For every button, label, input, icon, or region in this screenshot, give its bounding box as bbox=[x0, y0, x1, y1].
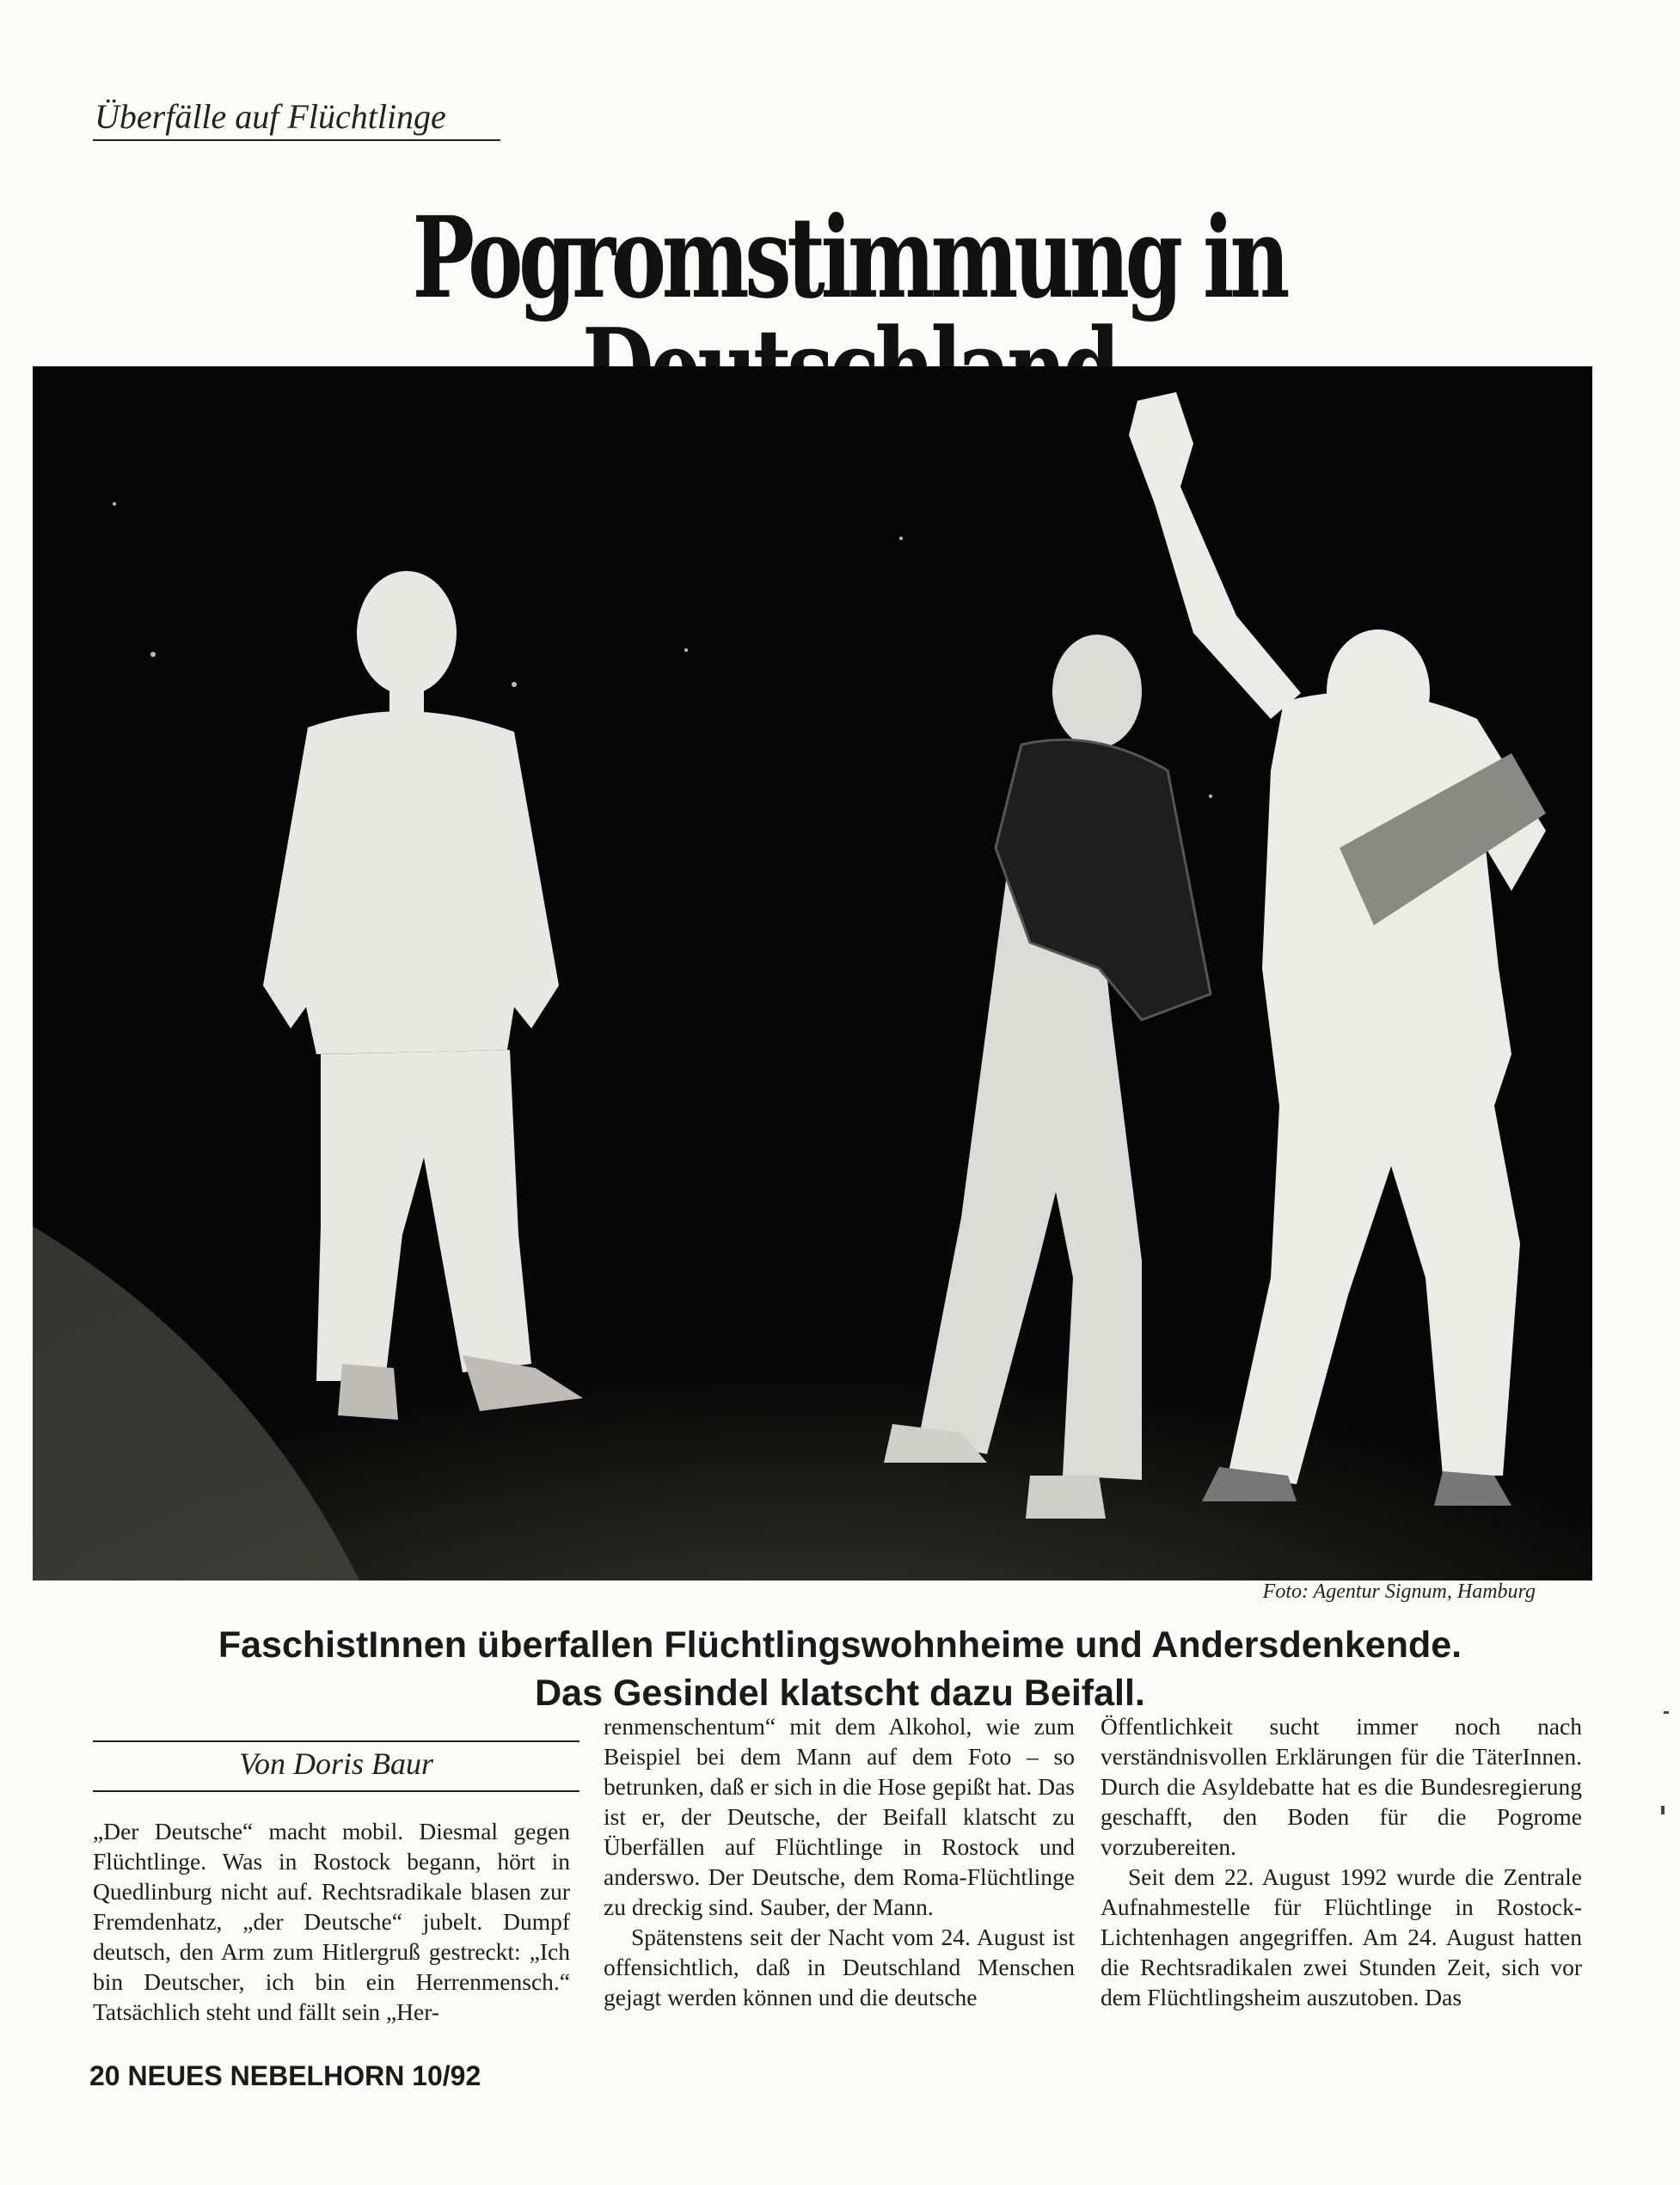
article-paragraph: Seit dem 22. August 1992 wurde die Zentrale Aufnahmestelle für Flüchtlinge in Rostock-Lichtenhagen angegriffen. Am 24. August hatten die Rechtsradikalen zwei Stunden Zeit, sich vor dem Flüchtlingsheim auszutoben. Das bbox=[1101, 1863, 1582, 2010]
article-photo bbox=[33, 366, 1592, 1580]
scan-mark bbox=[1661, 1806, 1665, 1814]
scan-mark bbox=[1664, 1711, 1669, 1714]
kicker-underline bbox=[93, 139, 500, 141]
page-footer: 20 NEUES NEBELHORN 10/92 bbox=[89, 2060, 481, 2091]
article-paragraph: „Der Deutsche“ macht mobil. Diesmal gegen Flüchtlinge. Was in Rostock begann, hört in Quedlinburg nicht auf. Rechtsradikale blasen zur Fremdenhatz, „der Deutsche“ jubelt. Dumpf deutsch, den Arm zum Hitlergruß gestreckt: „Ich bin Deutscher, ich bin ein Herrenmensch.“ Tatsächlich steht und fällt sein „Her- bbox=[93, 1818, 570, 2025]
headline: Pogromstimmung in bbox=[412, 192, 1286, 323]
photo-credit: Foto: Agentur Signum, Hamburg bbox=[1262, 1580, 1536, 1603]
byline-bottom-rule bbox=[93, 1790, 579, 1792]
subheadline-line-1: FaschistInnen überfallen Flüchtlingswohnheime und Andersdenkende. bbox=[218, 1624, 1462, 1666]
subheadline bbox=[0, 1621, 1680, 1717]
article-paragraph: Spätenstens seit der Nacht vom 24. August ist offensichtlich, daß in Deutschland Menschen gejagt werden können und die deutsche bbox=[604, 1924, 1075, 2010]
article-column-3 bbox=[1101, 1711, 1582, 2012]
photo-three-men-at-night-icon bbox=[33, 366, 1592, 1580]
article-paragraph: renmenschentum“ mit dem Alkohol, wie zum Beispiel bei dem Mann auf dem Foto – so betrunken, daß er sich in die Hose gepißt hat. Das ist er, der Deutsche, der Beifall klatscht zu Überfällen auf Flüchtlinge in Rostock und anderswo. Der Deutsche, dem Roma-Flüchtlinge zu dreckig sind. Sauber, der Mann. bbox=[604, 1713, 1075, 1920]
article-column-1 bbox=[93, 1816, 570, 2027]
byline-top-rule bbox=[93, 1740, 579, 1742]
kicker: Überfälle auf Flüchtlinge bbox=[95, 97, 446, 136]
subheadline-line-2: Das Gesindel klatscht dazu Beifall. bbox=[535, 1673, 1145, 1714]
article-paragraph: Öffentlichkeit sucht immer noch nach verständnisvollen Erklärungen für die TäterInnen. Durch die Asyldebatte hat es die Bundesregierung geschafft, den Boden für die Pogrome vorzubereiten. bbox=[1101, 1713, 1582, 1860]
article-column-2 bbox=[604, 1711, 1075, 2012]
byline: Von Doris Baur bbox=[238, 1746, 434, 1781]
